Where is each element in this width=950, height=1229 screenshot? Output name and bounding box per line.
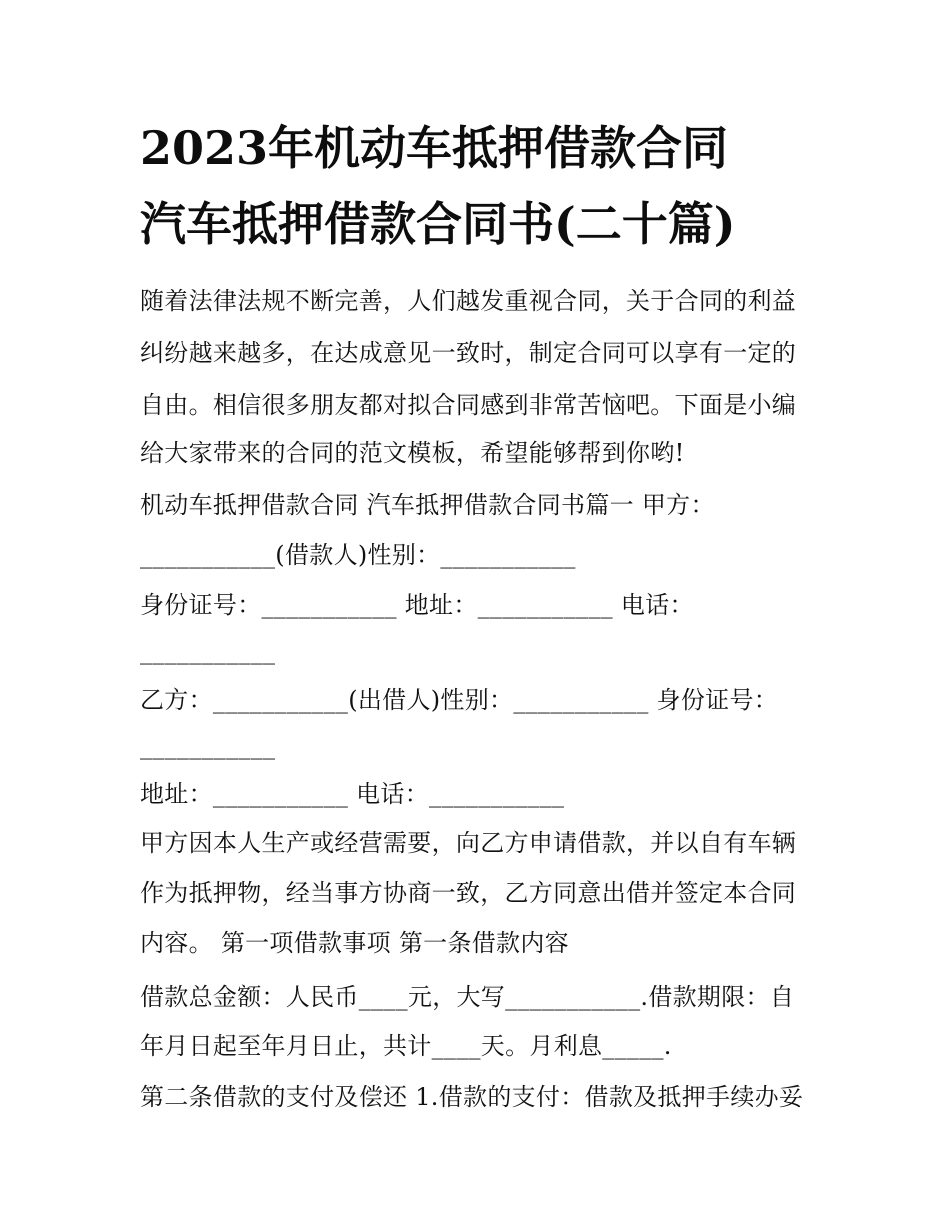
body-text-line: 随着法律法规不断完善，人们越发重视合同，关于合同的利益: [140, 287, 797, 315]
form-field-line: 身份证号：___________ 地址：___________ 电话：: [140, 591, 694, 619]
form-field-line: ___________: [140, 637, 276, 665]
body-text-line: 年月日起至年月日止，共计____天。月利息_____.: [140, 1032, 672, 1060]
body-text-line: 自由。相信很多朋友都对拟合同感到非常苦恼吧。下面是小编: [140, 391, 797, 419]
form-field-line: ___________: [140, 732, 276, 760]
document-title-line-1: 2023年机动车抵押借款合同: [140, 121, 729, 175]
body-text-line: 纠纷越来越多，在达成意见一致时，制定合同可以享有一定的: [140, 339, 797, 367]
form-field-line: 地址：___________ 电话：___________: [140, 780, 565, 808]
form-field-line: ___________(借款人)性别：___________: [140, 541, 576, 569]
body-text-line: 内容。 第一项借款事项 第一条借款内容: [140, 929, 569, 957]
form-field-line: 乙方：___________(出借人)性别：___________ 身份证号：: [140, 686, 779, 714]
body-text-line: 借款总金额：人民币____元，大写___________.借款期限：自: [140, 983, 795, 1011]
body-text-line: 作为抵押物，经当事方协商一致，乙方同意出借并签定本合同: [140, 879, 797, 907]
body-text-line: 第二条借款的支付及偿还 1.借款的支付：借款及抵押手续办妥: [140, 1083, 804, 1111]
body-text-line: 甲方因本人生产或经营需要，向乙方申请借款，并以自有车辆: [140, 829, 797, 857]
document-title-line-2: 汽车抵押借款合同书(二十篇): [140, 197, 736, 251]
section-heading-line: 机动车抵押借款合同 汽车抵押借款合同书篇一 甲方：: [140, 491, 715, 519]
body-text-line: 给大家带来的合同的范文模板，希望能够帮到你哟!: [140, 439, 685, 467]
